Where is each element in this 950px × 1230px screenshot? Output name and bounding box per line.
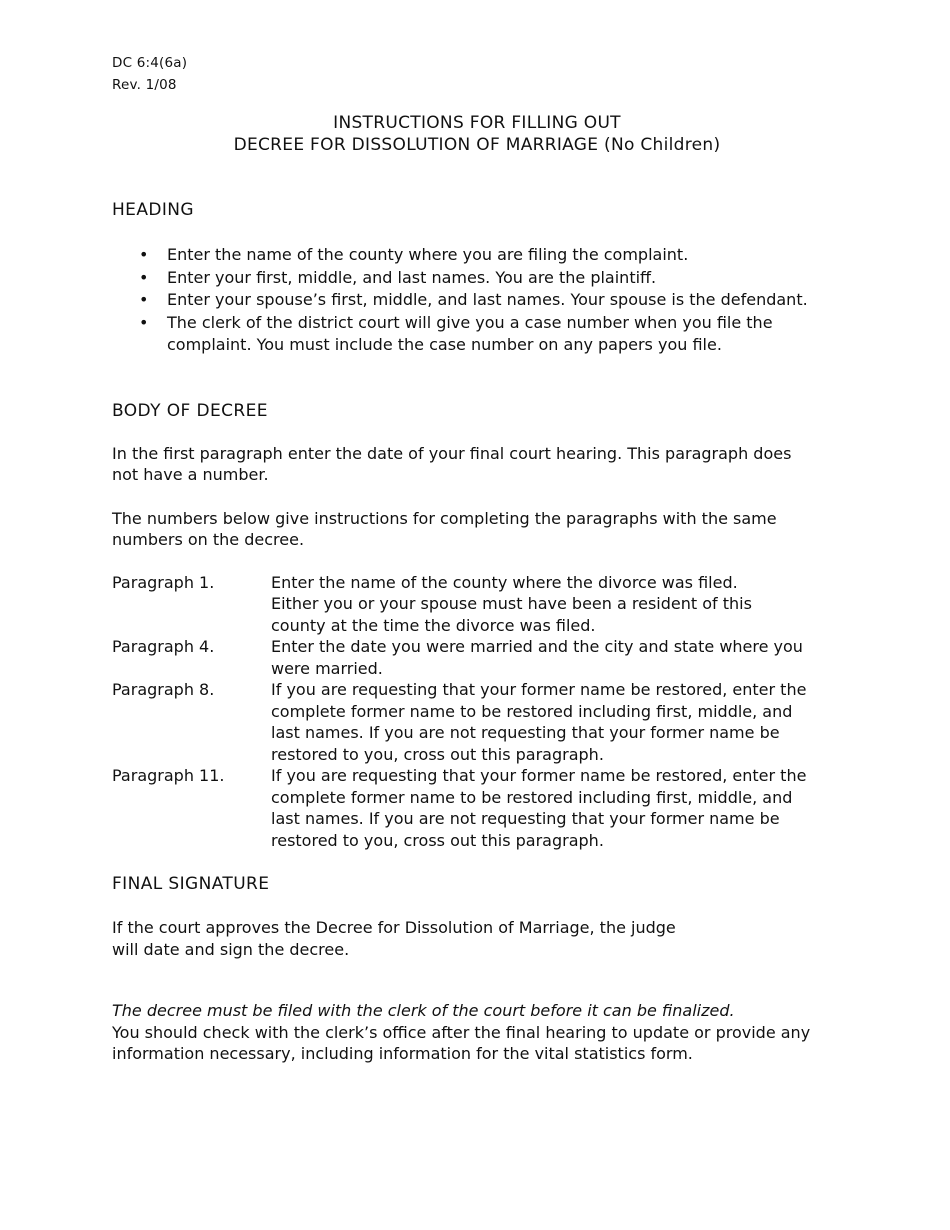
bullet-icon: • xyxy=(139,267,149,287)
bullet-icon: • xyxy=(139,290,149,309)
list-item: • Enter your spouse’s first, middle, and last names. Your spouse is the defendant. xyxy=(112,289,872,312)
body-intro-2: The numbers below give instructions for completing the paragraphs with the same numbers on the decree. xyxy=(112,508,777,549)
list-item: • Enter your first, middle, and last names. You are the plaintiff. xyxy=(112,267,872,290)
paragraph-label: Paragraph 1. xyxy=(112,572,215,592)
final-signature-title: FINAL SIGNATURE xyxy=(112,874,270,894)
title-line-2: DECREE FOR DISSOLUTION OF MARRIAGE (No Children) xyxy=(233,135,721,155)
bullet-icon: • xyxy=(139,245,149,264)
paragraph-label: Paragraph 11. xyxy=(112,766,225,785)
form-id: DC 6:4(6a) xyxy=(112,55,188,71)
paragraph-text: If you are requesting that your former name be restored, enter the complete former name to be restored including first, middle, and last names. If you are not requesting that your former name be restored to you, cross out this paragraph. xyxy=(271,766,807,850)
title-line-1: INSTRUCTIONS FOR FILLING OUT xyxy=(333,113,621,133)
paragraph-row-1 xyxy=(112,572,842,637)
paragraph-label: Paragraph 8. xyxy=(112,680,215,699)
paragraph-text: Enter the date you were married and the city and state where you were married. xyxy=(271,637,803,678)
final-signature-text: If the court approves the Decree for Dissolution of Marriage, the judge will date and sign the decree. xyxy=(112,918,676,959)
bullet-icon: • xyxy=(139,312,149,332)
list-item: • Enter the name of the county where you are filing the complaint. xyxy=(112,244,872,267)
form-revision: Rev. 1/08 xyxy=(112,77,177,93)
document-page xyxy=(112,52,842,1065)
filing-note: The decree must be filed with the clerk of the court before it can be finalized. xyxy=(112,1001,735,1020)
paragraph-text: Enter the name of the county where the divorce was filed. Either you or your spouse must have been a resident of this county at the time the divorce was filed. xyxy=(271,572,752,635)
paragraph-label: Paragraph 4. xyxy=(112,637,215,656)
body-intro-1: In the first paragraph enter the date of your final court hearing. This paragraph does not have a number. xyxy=(112,443,792,484)
paragraph-row-8 xyxy=(112,679,842,765)
filing-followup: You should check with the clerk’s office after the final hearing to update or provide any information necessary, including information for the vital statistics form. xyxy=(112,1022,811,1063)
heading-bullet-list xyxy=(112,244,872,357)
heading-section-title: HEADING xyxy=(112,200,194,220)
body-of-decree-title: BODY OF DECREE xyxy=(112,400,268,421)
paragraph-row-11 xyxy=(112,765,842,851)
list-item: • The clerk of the district court will give you a case number when you file the complaint. You must include the case number on any papers you file. xyxy=(139,312,773,354)
paragraph-row-4 xyxy=(112,636,842,679)
paragraph-instructions xyxy=(112,572,842,852)
document-title xyxy=(112,112,842,156)
paragraph-text: If you are requesting that your former name be restored, enter the complete former name to be restored including first, middle, and last names. If you are not requesting that your former name be restored to you, cross out this paragraph. xyxy=(271,680,807,764)
